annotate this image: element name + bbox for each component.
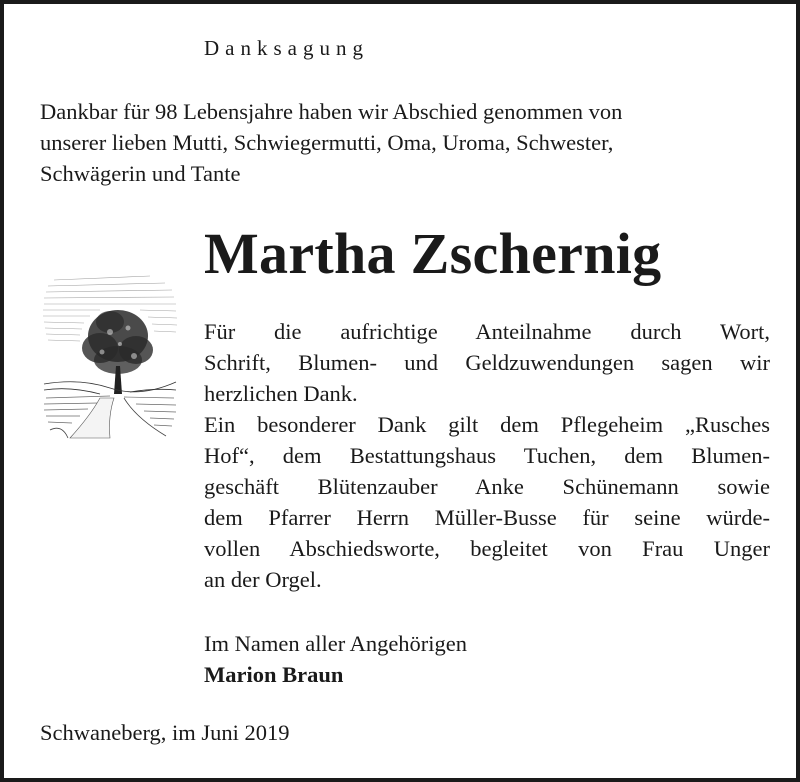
intro-line: Schwägerin und Tante	[40, 161, 241, 186]
body-line: geschäft Blütenzauber Anke Schünemann sowie	[204, 474, 770, 499]
closing-text: Im Namen aller Angehörigen	[204, 631, 468, 656]
intro-line: unserer lieben Mutti, Schwiegermutti, Oma, Uroma, Schwester,	[40, 130, 614, 155]
thanks-paragraph	[204, 316, 770, 595]
signature-block	[204, 628, 467, 690]
body-line: Schrift, Blumen- und Geldzuwendungen sagen wir	[204, 350, 770, 375]
signatory-name: Marion Braun	[204, 662, 344, 687]
intro-paragraph	[40, 96, 770, 189]
body-line: Ein besonderer Dank gilt dem Pflegeheim „Rusches	[204, 412, 770, 437]
body-line: Für die aufrichtige Anteilnahme durch Wort,	[204, 319, 770, 344]
tree-landscape-icon	[40, 266, 180, 446]
heading: Danksagung	[204, 36, 369, 60]
body-line: herzlichen Dank.	[204, 381, 358, 406]
body-line: dem Pfarrer Herrn Müller-Busse für seine würde-	[204, 505, 770, 530]
body-line: an der Orgel.	[204, 567, 322, 592]
body-line: vollen Abschiedsworte, begleitet von Frau Unger	[204, 536, 770, 561]
deceased-name: Martha Zschernig	[204, 221, 662, 286]
body-line: Hof“, dem Bestattungshaus Tuchen, dem Blumen-	[204, 443, 770, 468]
intro-line: Dankbar für 98 Lebensjahre haben wir Abschied genommen von	[40, 99, 623, 124]
place-date: Schwaneberg, im Juni 2019	[40, 720, 290, 745]
